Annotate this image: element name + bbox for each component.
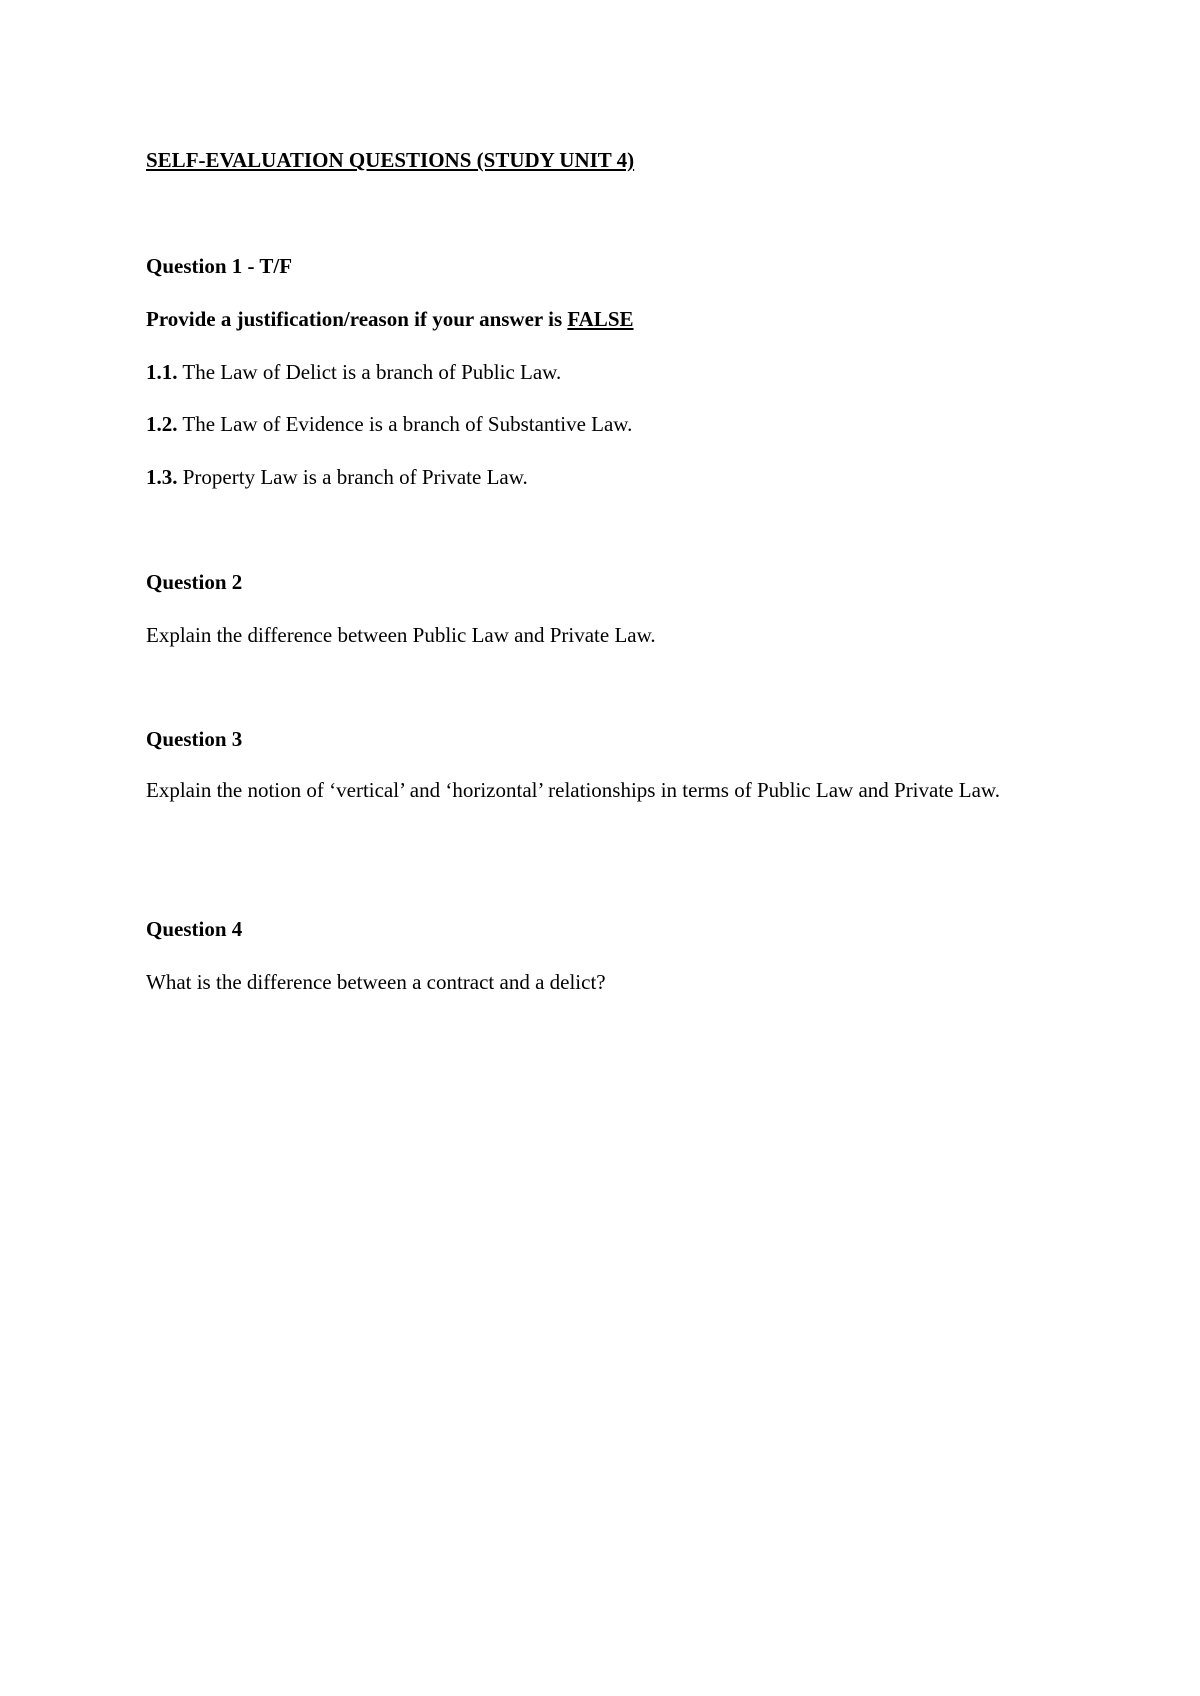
question-3-heading: Question 3: [146, 727, 243, 751]
question-3-text: Explain the notion of ‘vertical’ and ‘horizontal’ relationships in terms of Public Law and Private Law.: [146, 778, 1000, 802]
question-1-item-2: [146, 412, 632, 436]
question-1-item-3: [146, 465, 528, 489]
document-page: [146, 0, 1061, 1696]
item-text: The Law of Evidence is a branch of Substantive Law.: [177, 412, 633, 436]
question-4-text: What is the difference between a contract and a delict?: [146, 970, 606, 994]
question-4-heading: Question 4: [146, 917, 243, 941]
item-text: The Law of Delict is a branch of Public Law.: [177, 360, 562, 384]
question-1-instruction: [146, 307, 634, 331]
item-number: 1.3.: [146, 465, 178, 489]
question-2-text: Explain the difference between Public Law and Private Law.: [146, 623, 656, 647]
instruction-text: Provide a justification/reason if your answer is: [146, 307, 568, 331]
question-1-item-1: [146, 360, 561, 384]
item-text: Property Law is a branch of Private Law.: [177, 465, 528, 489]
question-2-heading: Question 2: [146, 570, 243, 594]
instruction-emphasis: FALSE: [567, 307, 634, 331]
item-number: 1.1.: [146, 360, 178, 384]
item-number: 1.2.: [146, 412, 178, 436]
document-title: SELF-EVALUATION QUESTIONS (STUDY UNIT 4): [146, 148, 635, 172]
question-1-heading: Question 1 - T/F: [146, 254, 293, 278]
